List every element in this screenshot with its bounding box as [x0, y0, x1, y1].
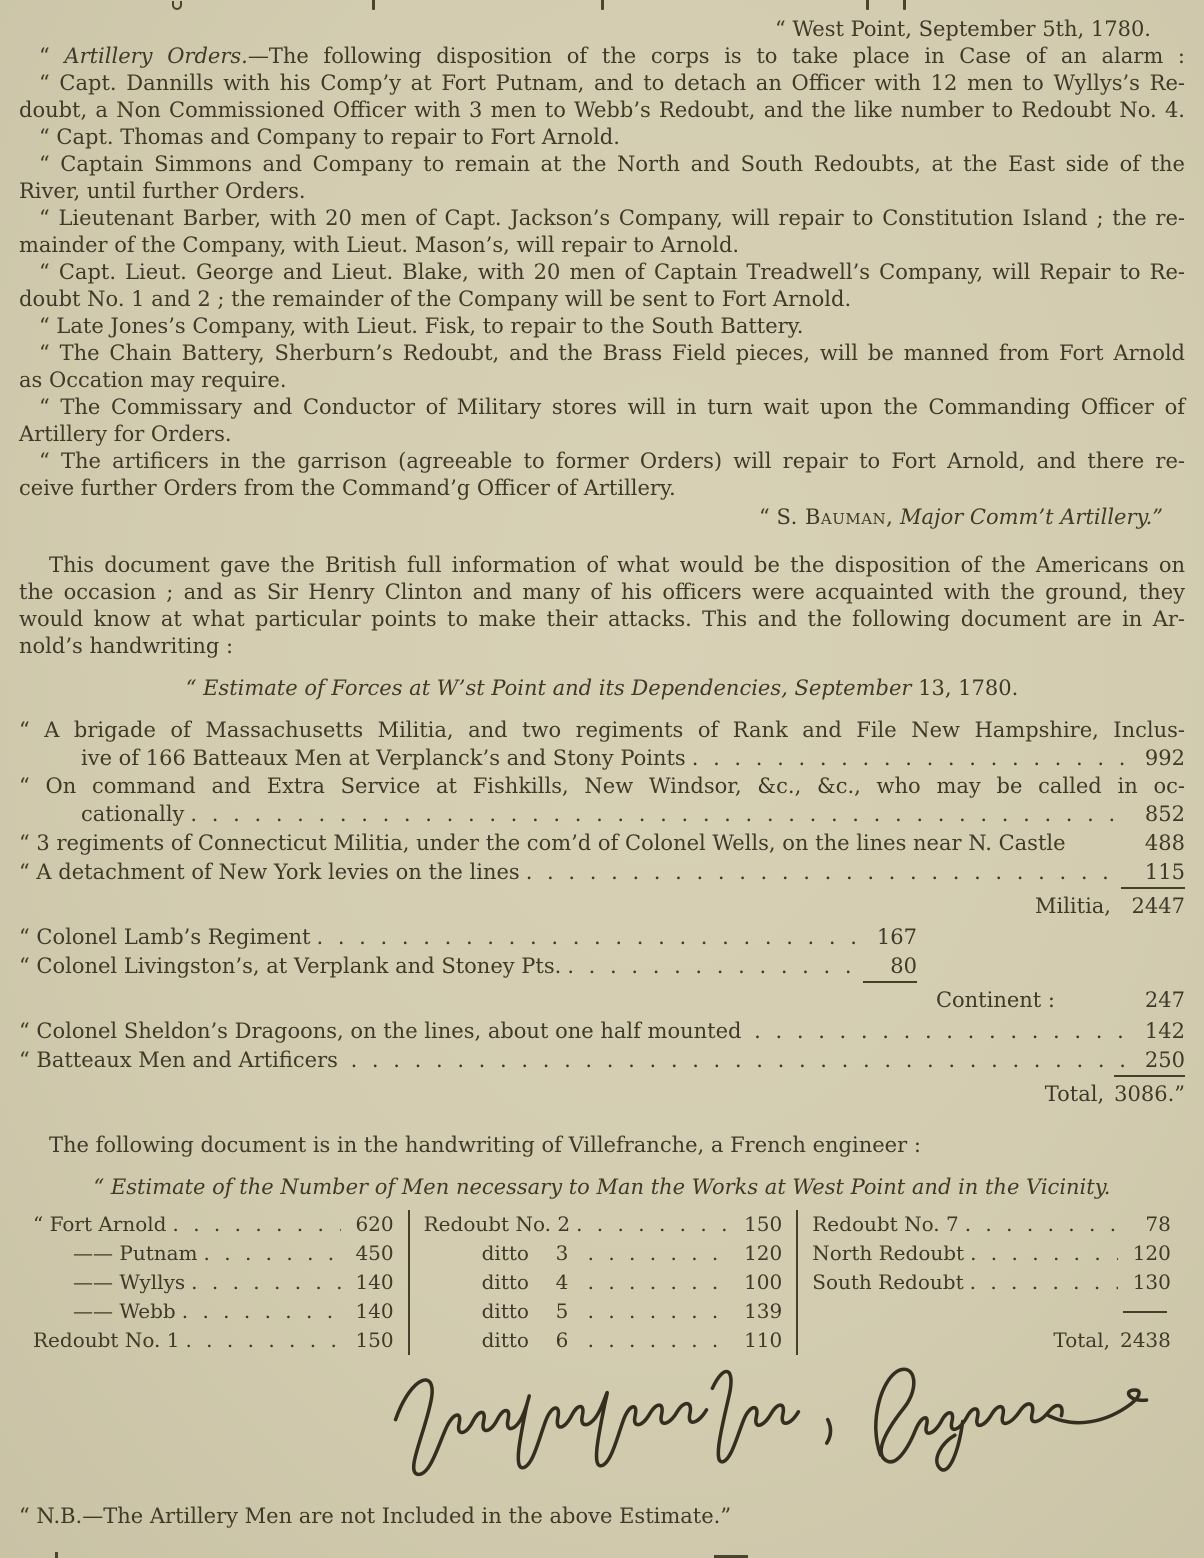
leader-dots	[204, 1239, 341, 1268]
ledger-label: “ A detachment of New York levies on the lines	[19, 860, 520, 884]
works-total	[812, 1326, 1171, 1355]
nb-note	[19, 1503, 1185, 1530]
works-value: 139	[744, 1299, 783, 1323]
order-line: “ Capt. Dannills with his Comp’y at Fort Putnam, and to detach an Officer with 12 men to Wyllys’s Re-	[39, 71, 1185, 95]
works-estimate-heading: “ Estimate of the Number of Men necessary to Man the Works at West Point and in the Vicinity.	[93, 1175, 1111, 1199]
works-label: —— Webb	[73, 1299, 176, 1323]
leader-dots	[316, 923, 856, 952]
works-total-value: 2438	[1119, 1328, 1171, 1352]
works-value: 450	[355, 1241, 394, 1265]
total-value: 3086.”	[1114, 1075, 1185, 1111]
grand-total	[19, 1075, 1185, 1111]
works-label: “ Fort Arnold	[33, 1212, 167, 1236]
order-line: “ Late Jones’s Company, with Lieut. Fisk, to repair to the South Battery.	[39, 314, 804, 338]
order-line: ceive further Orders from the Command’g Officer of Artillery.	[19, 476, 676, 500]
ledger-row	[19, 1046, 1185, 1075]
forces-ledger	[19, 717, 1185, 1111]
open-quote: “	[39, 44, 65, 68]
order-paragraph	[19, 259, 1185, 313]
works-row	[812, 1239, 1171, 1268]
subtotal-label: Continent :	[935, 988, 1055, 1012]
ledger-wrapped-line: “ A brigade of Massachusetts Militia, and two regiments of Rank and File New Hampshire, Inclus-	[19, 718, 1185, 742]
forces-estimate-heading	[19, 675, 1185, 702]
leader-dots	[588, 1326, 730, 1355]
works-value: 130	[1132, 1270, 1171, 1294]
works-label: ditto	[481, 1241, 529, 1265]
narrative-line: This document gave the British full information of what would be the disposition of the Americans on	[49, 553, 1185, 577]
ledger-row	[19, 800, 1185, 829]
bottom-cropped-line	[0, 1550, 1204, 1558]
works-value: 110	[744, 1328, 783, 1352]
works-value: 120	[744, 1241, 783, 1265]
order-paragraph	[19, 151, 1185, 205]
works-row	[33, 1297, 394, 1326]
leader-dots	[754, 1017, 1124, 1046]
works-value: 150	[744, 1212, 783, 1236]
works-row	[33, 1239, 394, 1268]
ledger-label: ive of 166 Batteaux Men at Verplanck’s and Stony Points	[81, 746, 686, 770]
works-label: —— Putnam	[73, 1241, 198, 1265]
works-number: 3	[555, 1241, 569, 1265]
signoff-title: Major Comm’t Artillery.”	[893, 505, 1163, 529]
works-row	[424, 1326, 783, 1355]
works-row	[33, 1210, 394, 1239]
works-label: Redoubt No. 1	[33, 1328, 180, 1352]
works-label: ditto	[481, 1328, 529, 1352]
leader-dots	[970, 1268, 1118, 1297]
works-value: 78	[1145, 1212, 1171, 1236]
works-column-1	[19, 1210, 408, 1355]
works-row	[424, 1297, 783, 1326]
order-paragraph	[19, 448, 1185, 502]
works-label: North Redoubt	[812, 1241, 965, 1265]
narrative-line: nold’s handwriting :	[19, 634, 234, 658]
order-line: “ Capt. Thomas and Company to repair to Fort Arnold.	[39, 125, 620, 149]
leader-dots	[191, 1268, 340, 1297]
ledger-label: cationally	[81, 802, 185, 826]
works-number: 6	[555, 1328, 569, 1352]
narrative-line: the occasion ; and as Sir Henry Clinton and many of his officers were acquainted with the ground, they	[19, 580, 1185, 604]
works-label: —— Wyllys	[73, 1270, 186, 1294]
subtotal-value: 247	[1144, 988, 1185, 1012]
ledger-row	[19, 829, 1185, 858]
order-line: “ The artificers in the garrison (agreeable to former Orders) will repair to Fort Arnold, and there re-	[39, 449, 1185, 473]
order-paragraph	[19, 313, 1185, 340]
bauman-signoff	[19, 504, 1185, 531]
works-number: 4	[555, 1270, 569, 1294]
dateline: “ West Point, September 5th, 1780.	[775, 17, 1151, 41]
works-value: 120	[1132, 1241, 1171, 1265]
ledger-value: 80	[863, 952, 917, 983]
works-column-3	[796, 1210, 1185, 1355]
nb-line: “ N.B.—The Artillery Men are not Included in the above Estimate.”	[19, 1504, 732, 1528]
ledger-value: 167	[876, 925, 917, 949]
ledger-label: “ 3 regiments of Connecticut Militia, under the com’d of Colonel Wells, on the lines near N. Castle	[19, 831, 1066, 855]
leader-dots	[190, 800, 1124, 829]
leader-dots	[965, 1210, 1118, 1239]
order-line: doubt, a Non Commissioned Officer with 3 men to Webb’s Redoubt, and the like number to Redoubt No. 4.	[19, 98, 1185, 122]
subtotal-label: Militia,	[1034, 894, 1111, 918]
order-line: “ The Commissary and Conductor of Military stores will in turn wait upon the Commanding Officer of	[39, 395, 1185, 419]
works-value: 100	[744, 1270, 783, 1294]
ledger-value: 115	[1144, 860, 1185, 884]
leader-dots	[588, 1297, 730, 1326]
leader-dots	[588, 1239, 730, 1268]
narrative-paragraph	[19, 1132, 1185, 1159]
leader-dots	[182, 1297, 341, 1326]
ledger-row	[19, 1017, 1185, 1046]
works-value: 150	[355, 1328, 394, 1352]
leader-dots	[692, 744, 1124, 773]
ledger-row	[19, 858, 1185, 887]
narrative-line: would know at what particular points to make their attacks. This and the following document are in Ar-	[19, 607, 1185, 631]
works-row	[812, 1210, 1171, 1239]
top-cropped-line	[0, 0, 1204, 12]
order-paragraph	[19, 340, 1185, 394]
works-number: 5	[555, 1299, 569, 1323]
works-row	[424, 1268, 783, 1297]
works-table	[19, 1210, 1185, 1355]
ledger-value: 250	[1144, 1048, 1185, 1072]
ledger-value: 852	[1144, 802, 1185, 826]
ledger-label: “ Colonel Livingston’s, at Verplank and Stoney Pts.	[19, 954, 562, 978]
works-label: Redoubt No. 7	[812, 1212, 959, 1236]
narrative-paragraph	[19, 552, 1185, 660]
sum-rule	[812, 1297, 1171, 1326]
works-column-2	[408, 1210, 797, 1355]
works-label: South Redoubt	[812, 1270, 964, 1294]
order-line: mainder of the Company, with Lieut. Mason’s, will repair to Arnold.	[19, 233, 740, 257]
works-value: 140	[355, 1270, 394, 1294]
ledger-value: 992	[1144, 746, 1185, 770]
leader-dots	[576, 1210, 729, 1239]
works-row	[812, 1268, 1171, 1297]
signoff-name: S. Bauman,	[776, 505, 894, 529]
works-total-label: Total,	[1053, 1328, 1110, 1352]
artillery-orders-title: Artillery Orders.	[64, 44, 248, 68]
ledger-label: “ Batteaux Men and Artificers	[19, 1048, 345, 1072]
heading-date-part: 13, 1780.	[918, 676, 1019, 700]
leader-dots	[588, 1268, 730, 1297]
works-row	[33, 1268, 394, 1297]
open-quote: “	[759, 505, 777, 529]
order-paragraph	[19, 124, 1185, 151]
works-label: Redoubt No. 2	[423, 1212, 571, 1236]
order-paragraph	[19, 394, 1185, 448]
order-line: “ Lieutenant Barber, with 20 men of Capt. Jackson’s Company, will repair to Constitution Island ; the re-	[39, 206, 1185, 230]
ledger-row	[19, 744, 1185, 773]
total-label: Total,	[1044, 1082, 1105, 1106]
works-row	[33, 1326, 394, 1355]
ledger-label: “ Colonel Lamb’s Regiment	[19, 925, 311, 949]
order-line: Artillery for Orders.	[19, 422, 232, 446]
ledger-value: 488	[1144, 831, 1185, 855]
leader-dots	[185, 1326, 340, 1355]
leader-dots	[970, 1239, 1118, 1268]
leader-dots	[173, 1210, 341, 1239]
leader-dots	[526, 858, 1124, 887]
works-value: 140	[355, 1299, 394, 1323]
militia-subtotal	[19, 887, 1185, 923]
leader-dots	[567, 952, 856, 981]
order-line: as Occation may require.	[19, 368, 287, 392]
ledger-row	[19, 952, 917, 983]
ledger-row	[19, 923, 917, 952]
works-row	[424, 1210, 783, 1239]
ledger-wrapped-line: “ On command and Extra Service at Fishkills, New Windsor, &c., &c., who may be called in oc-	[19, 774, 1185, 798]
artillery-orders-rest: —The following disposition of the corps is to take place in Case of an alarm :	[247, 44, 1185, 68]
order-paragraph	[19, 205, 1185, 259]
order-line: doubt No. 1 and 2 ; the remainder of the Company will be sent to Fort Arnold.	[19, 287, 852, 311]
works-label: ditto	[481, 1270, 529, 1294]
continent-subtotal	[19, 983, 1185, 1017]
villefranche-signature	[367, 1359, 1177, 1491]
ledger-label: “ Colonel Sheldon’s Dragoons, on the lines, about one half mounted	[19, 1019, 749, 1043]
order-line: River, until further Orders.	[19, 179, 306, 203]
heading-italic-part: “ Estimate of Forces at W’st Point and its Dependencies, September	[185, 676, 919, 700]
works-label: ditto	[481, 1299, 529, 1323]
order-line: “ The Chain Battery, Sherburn’s Redoubt, and the Brass Field pieces, will be manned from Fort Arnold	[39, 341, 1185, 365]
order-paragraph	[19, 70, 1185, 124]
ledger-value: 142	[1144, 1019, 1185, 1043]
order-line: “ Captain Simmons and Company to remain at the North and South Redoubts, at the East side of the	[39, 152, 1185, 176]
subtotal-value: 2447	[1121, 887, 1185, 923]
works-row	[424, 1239, 783, 1268]
artillery-orders-head	[19, 43, 1185, 70]
narrative-line: The following document is in the handwriting of Villefranche, a French engineer :	[49, 1133, 921, 1157]
order-line: “ Capt. Lieut. George and Lieut. Blake, with 20 men of Captain Treadwell’s Company, will Repair to Re-	[39, 260, 1185, 284]
works-value: 620	[355, 1212, 394, 1236]
leader-dots	[351, 1046, 1124, 1075]
